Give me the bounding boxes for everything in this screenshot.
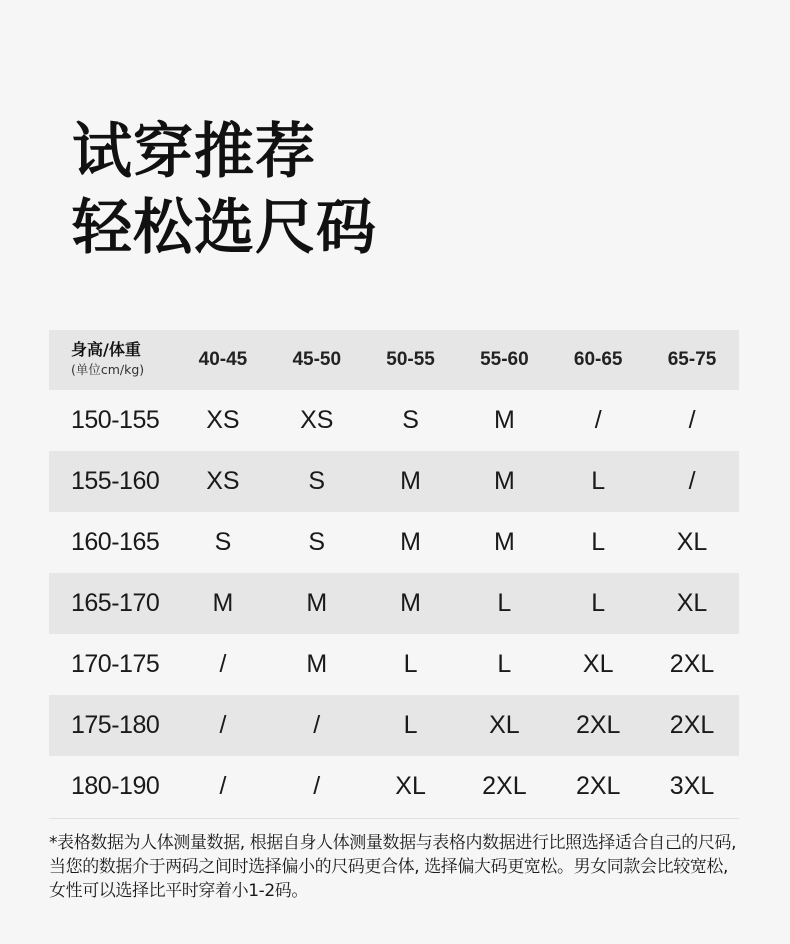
size-cell: M [400, 589, 421, 617]
size-cell: S [214, 528, 232, 556]
size-cell: L [591, 467, 606, 495]
table-row [49, 634, 739, 695]
size-cell: L [403, 711, 418, 739]
size-chart-table [49, 330, 739, 817]
size-note: *表格数据为人体测量数据, 根据自身人体测量数据与表格内数据进行比照选择适合自己的尺码, 当您的数据介于两码之间时选择偏小的尺码更合体, 选择偏大码更宽松。男女同款会比较宽松, 女性可以选择比平时穿着小1-2码。 [49, 833, 737, 901]
header-height-weight [49, 330, 176, 390]
size-cell: XS [300, 406, 334, 434]
header-weight-col: 60-65 [573, 349, 623, 370]
size-cell: L [497, 589, 512, 617]
height-cell: 160-165 [71, 528, 160, 556]
height-cell: 155-160 [71, 467, 160, 495]
size-cell: 2XL [482, 772, 527, 800]
size-cell: L [591, 589, 606, 617]
table-header-row [49, 330, 739, 390]
size-cell: / [313, 772, 321, 800]
size-cell: / [688, 406, 696, 434]
header-label-main: 身高/体重 [71, 340, 141, 359]
size-cell: XL [582, 650, 614, 678]
table-row [49, 451, 739, 512]
header-weight-col: 40-45 [198, 349, 248, 370]
size-cell: S [308, 467, 326, 495]
table-row [49, 512, 739, 573]
size-cell: / [219, 772, 227, 800]
size-cell: 2XL [575, 772, 621, 800]
header-weight-col: 50-55 [386, 349, 435, 370]
size-cell: M [306, 650, 328, 678]
size-cell: XL [395, 772, 426, 800]
size-cell: M [400, 528, 421, 556]
size-cell: XL [676, 528, 708, 556]
size-cell: M [493, 528, 515, 556]
height-cell: 165-170 [71, 589, 160, 617]
header-weight-col: 45-50 [292, 349, 342, 370]
size-cell: S [308, 528, 326, 556]
table-row [49, 573, 739, 634]
table-divider [49, 818, 739, 819]
size-cell: XL [489, 711, 520, 739]
table-row [49, 695, 739, 756]
size-cell: XS [206, 467, 240, 495]
size-cell: M [306, 589, 328, 617]
size-cell: M [493, 406, 515, 434]
size-cell: M [212, 589, 234, 617]
height-cell: 175-180 [71, 711, 160, 739]
size-cell: L [403, 650, 418, 678]
size-cell: / [219, 711, 227, 739]
size-cell: L [497, 650, 512, 678]
size-cell: / [594, 406, 602, 434]
height-cell: 170-175 [71, 650, 160, 678]
header-label-unit: (单位cm/kg) [71, 362, 145, 377]
height-cell: 180-190 [71, 772, 160, 800]
size-cell: / [688, 467, 696, 495]
size-cell: M [493, 467, 515, 495]
title-line-1: 试穿推荐 [72, 117, 316, 187]
size-cell: M [400, 467, 421, 495]
table-row [49, 756, 739, 817]
size-cell: XL [676, 589, 708, 617]
size-cell: 2XL [575, 711, 621, 739]
page-title [72, 114, 377, 266]
height-cell: 150-155 [71, 406, 160, 434]
header-weight-col: 55-60 [480, 349, 529, 370]
size-cell: S [402, 406, 419, 434]
table-row [49, 390, 739, 451]
size-cell: / [313, 711, 321, 739]
header-weight-col: 65-75 [667, 349, 717, 370]
size-cell: XS [206, 406, 240, 434]
size-cell: 2XL [669, 711, 715, 739]
size-cell: / [219, 650, 227, 678]
size-cell: 2XL [669, 650, 715, 678]
title-line-2: 轻松选尺码 [72, 193, 377, 263]
size-cell: L [591, 528, 606, 556]
size-cell: 3XL [669, 772, 715, 800]
